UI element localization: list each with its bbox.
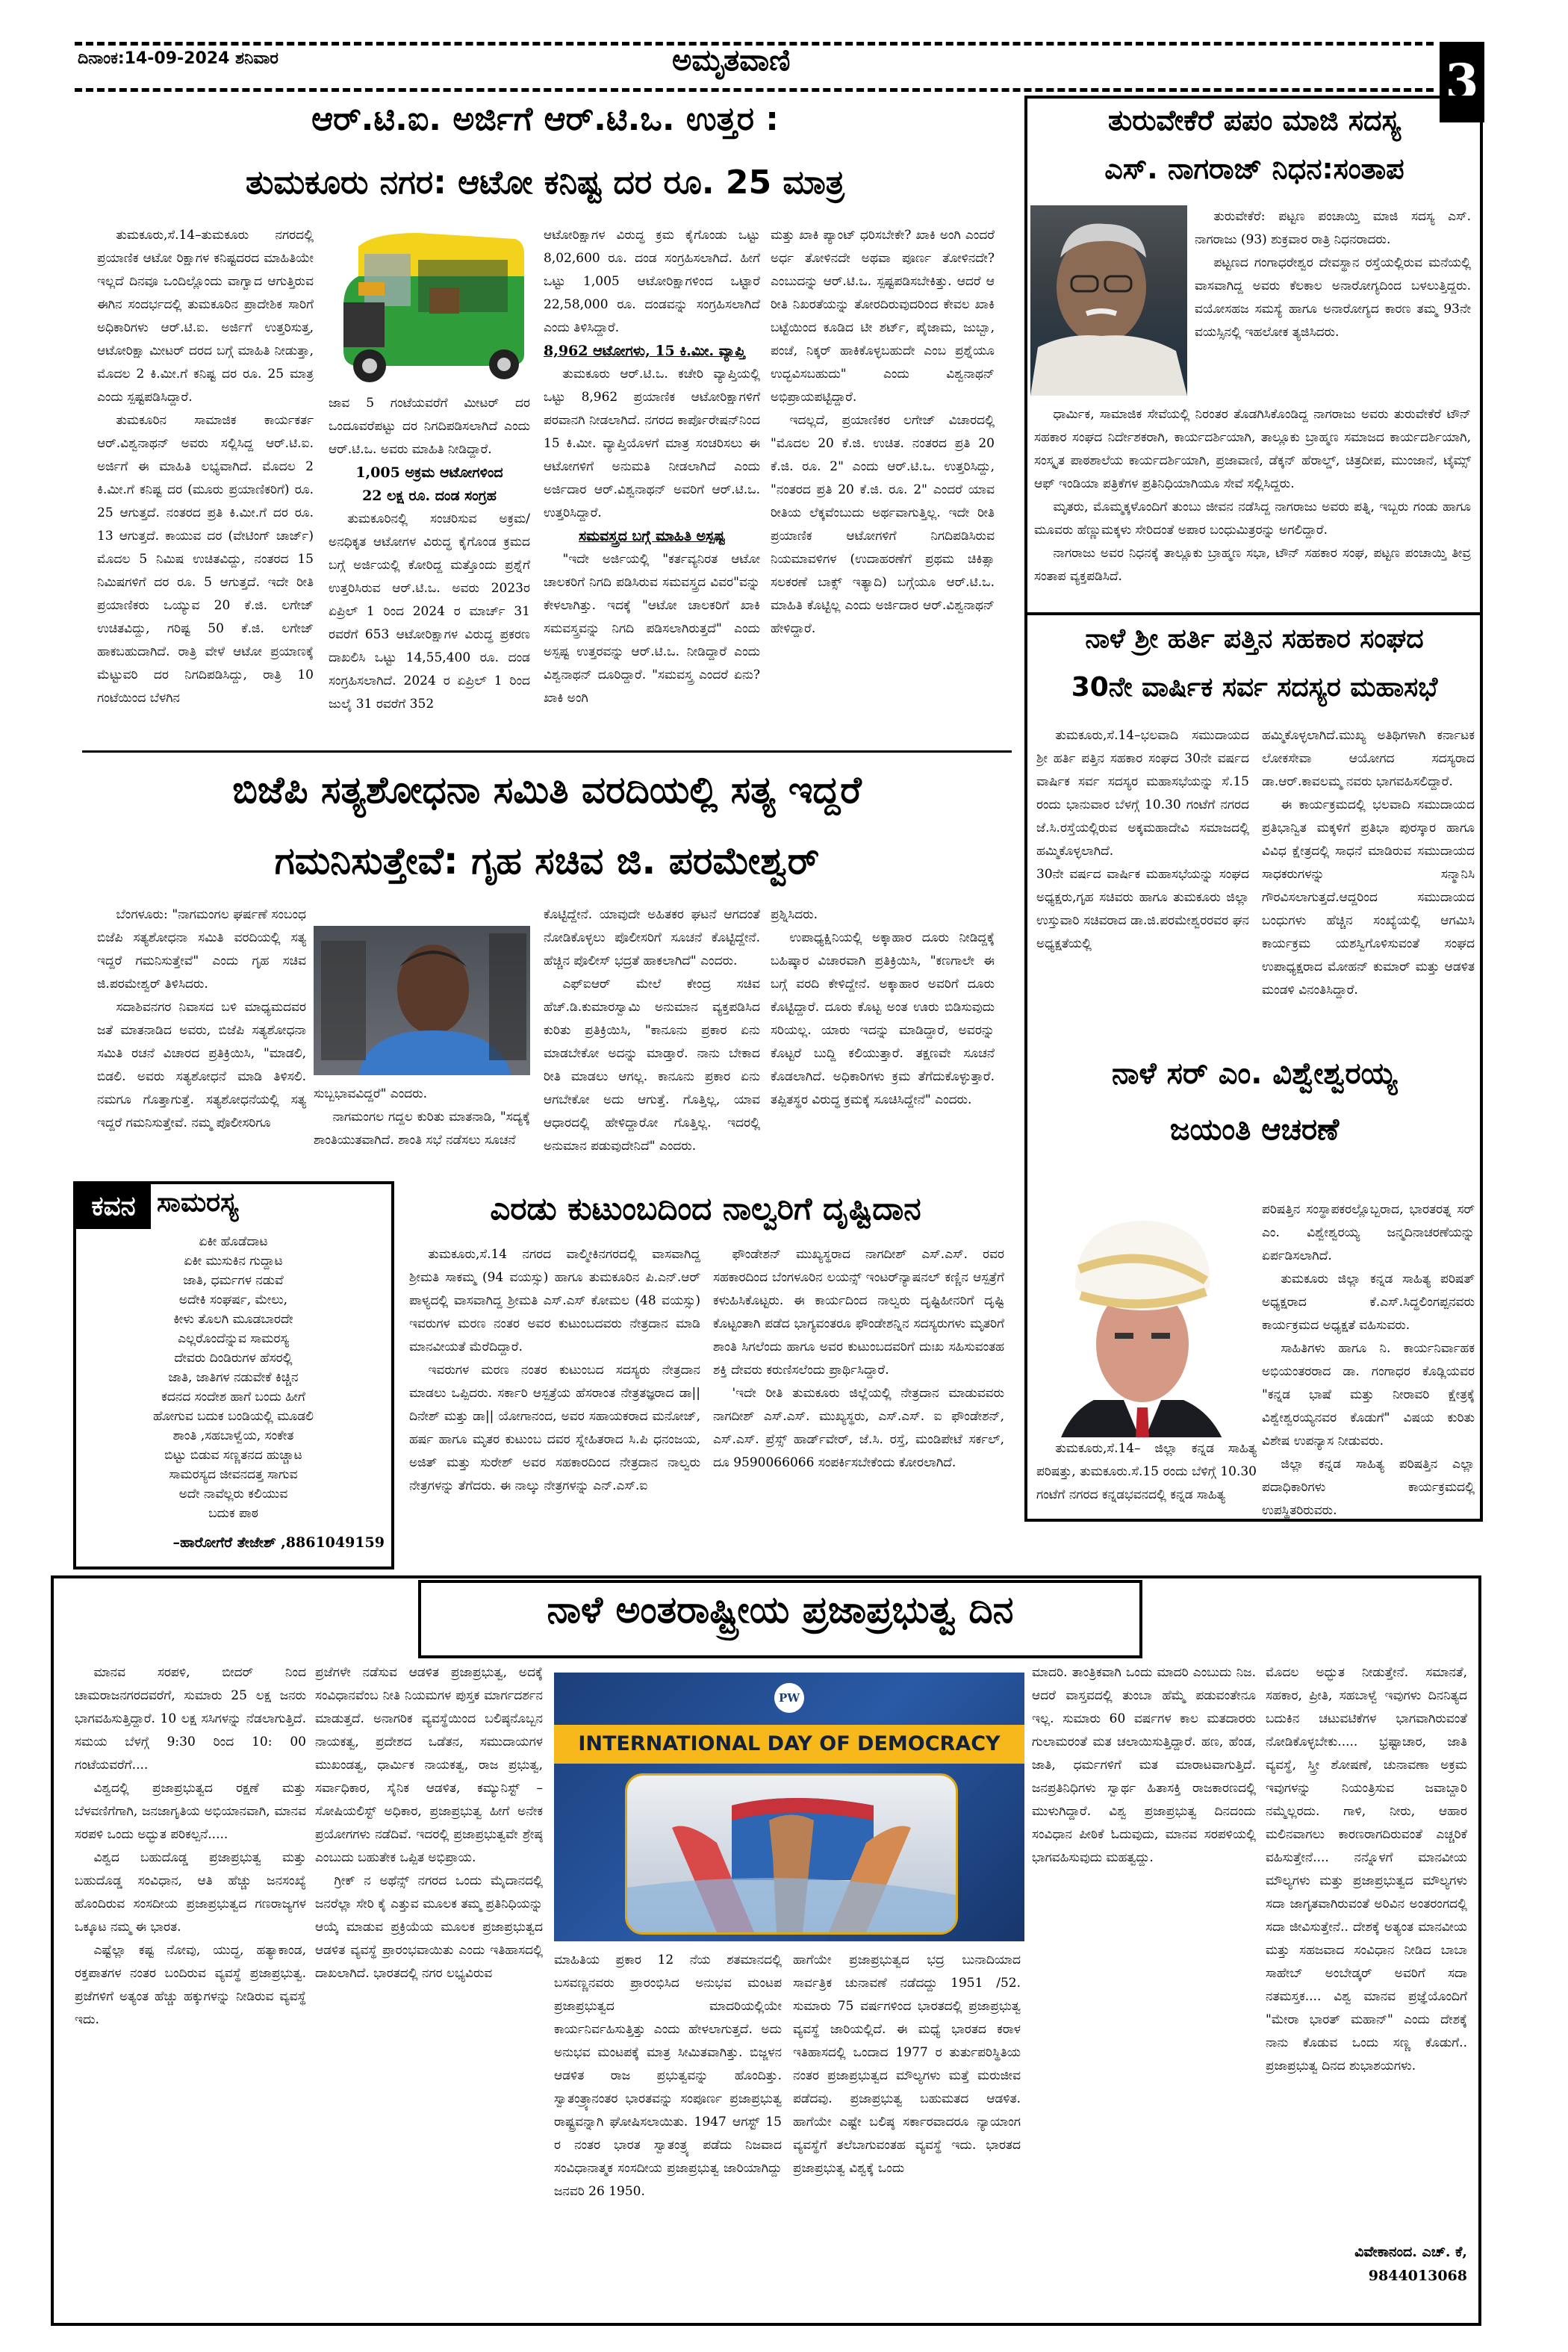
democracy-column-5: [1032, 1661, 1256, 2318]
obituary-text-col-2: [1034, 403, 1471, 609]
rti-subhead-3: ಸಮವಸ್ತ್ರದ ಬಗ್ಗೆ ಮಾಹಿತಿ ಅಸ್ಪಷ್ಟ: [579, 528, 725, 544]
bjp-column-1: [97, 903, 306, 1180]
cooperative-col1-para-2: 30ನೇ ವರ್ಷದ ವಾರ್ಷಿಕ ಮಹಾಸಭೆಯನ್ನು ಸಂಘದ ಅಧ್ಯಕ್ಷರು,ಗೃಹ ಸಚಿವರು ಹಾಗೂ ತುಮಕೂರು ಜಿಲ್ಲಾ ಉಸ್ತುವಾರಿ ಸಚಿವರಾದ ಡಾ.ಜಿ.ಪರಮೇಶ್ವರರವರ ಘನ ಅಧ್ಯಕ್ಷತೆಯಲ್ಲಿ: [1036, 867, 1249, 951]
cooperative-col2-para-2: ಈ ಕಾರ್ಯಕ್ರಮದಲ್ಲಿ ಭಲವಾದಿ ಸಮುದಾಯದ ಪ್ರತಿಭಾನ್ವಿತ ಮಕ್ಕಳಿಗೆ ಪ್ರತಿಭಾ ಪುರಸ್ಕಾರ ಹಾಗೂ ವಿವಿಧ ಕ್ಷೇತ್ರದಲ್ಲಿ ಸಾಧನೆ ಮಾಡಿರುವ ಸಮುದಾಯದ ಸಾಧಕರುಗಳನ್ನು ಸನ್ಮಾನಿಸಿ ಗೌರವಿಸಲಾಗುತ್ತದೆ.ಆದ್ದರಿಂದ ಸಮುದಾಯದ ಬಂಧುಗಳು ಹೆಚ್ಚಿನ ಸಂಖ್ಯೆಯಲ್ಲಿ ಆಗಮಿಸಿ ಕಾರ್ಯಕ್ರಮ ಯಶಸ್ವಿಗೊಳಿಸುವಂತೆ ಸಂಘದ ಉಪಾಧ್ಯಕ್ಷರಾದ ಮೋಹನ್ ಕುಮಾರ್ ಮತ್ತು ಆಡಳಿತ ಮಂಡಳಿ ವಿನಂತಿಸಿದ್ದಾರೆ.: [1262, 797, 1475, 998]
democracy-byline: [1266, 2240, 1467, 2288]
democracy-col1-para-2: ವಿಶ್ವದಲ್ಲಿ ಪ್ರಜಾಪ್ರಭುತ್ವದ ರಕ್ಷಣೆ ಮತ್ತು ಬೆಳವಣಿಗೆಗಾಗಿ, ಜನಜಾಗೃತಿಯ ಅಭಿಯಾನವಾಗಿ, ಮಾನವ ಸರಪಳಿ ಒಂದು ಅದ್ಭುತ ಪರಿಕಲ್ಪನೆ.....: [75, 1781, 306, 1842]
rti-column-3: [544, 224, 760, 717]
bjp-col1-para-2: ಸದಾಶಿವನಗರ ನಿವಾಸದ ಬಳಿ ಮಾಧ್ಯಮದವರ ಜತೆ ಮಾತನಾಡಿದ ಅವರು, ಬಿಜೆಪಿ ಸತ್ಯಶೋಧನಾ ಸಮಿತಿ ರಚನೆ ವಿಚಾರದ ಪ್ರತಿಕ್ರಿಯಿಸಿ, "ಮಾಡಲಿ, ಬಿಡಲಿ. ಅವರು ಸತ್ಯಶೋಧನೆ ಮಾಡಿ ತಿಳಿಸಲಿ. ನಮಗೂ ಗೊತ್ತಾಗುತ್ತೆ. ಸತ್ಯಶೋಧನೆಯಲ್ಲಿ ಸತ್ಯ ಇದ್ದರೆ ಗಮನಿಸುತ್ತೇವೆ. ನಮ್ಮ ಪೊಲೀಸರಿಗೂ: [97, 1000, 306, 1130]
obituary-para-2: ಪಟ್ಟಣದ ಗಂಗಾಧರೇಶ್ವರ ದೇವಸ್ಥಾನ ರಸ್ತೆಯಲ್ಲಿರುವ ಮನೆಯಲ್ಲಿ ವಾಸವಾಗಿದ್ದ ಅವರು ಕೆಲಕಾಲ ಅನಾರೋಗ್ಯದಿಂದ ಬಳಲುತ್ತಿದ್ದರು. ವಯೋಸಹಜ ಸಮಸ್ಯೆ ಹಾಗೂ ಅನಾರೋಗ್ಯದ ಕಾರಣ ತಮ್ಮ 93ನೇ ವಯಸ್ಸಿನಲ್ಲಿ ಇಹಲೋಕ ತ್ಯಜಿಸಿದರು.: [1195, 255, 1471, 340]
hands-illustration: [625, 1773, 958, 1935]
eye-donation-para-4: 'ಇದೇ ರೀತಿ ತುಮಕೂರು ಜಿಲ್ಲೆಯಲ್ಲಿ ನೇತ್ರದಾನ ಮಾಡುವವರು ನಾಗದೀಶ್ ಎಸ್.ಎಸ್. ಮುಖ್ಯಸ್ಥರು, ಎಸ್.ಎಸ್. ಐ ಫೌಂಡೇಶನ್, ಎಸ್.ಎಸ್. ಪ್ರೆಸ್ಸ್ ಹಾರ್ಡ್‌ವೇರ್, ಜೆ.ಸಿ. ರಸ್ತೆ, ಮಂಡಿಪೇಟೆ ಸರ್ಕಲ್, ದೂ 9590066066 ಸಂಪರ್ಕಿಸಬೇಕೆಂದು ಕೋರಲಾಗಿದೆ.: [713, 1386, 1004, 1470]
democracy-col5-para-1: ಮಾದರಿ. ತಾಂತ್ರಿಕವಾಗಿ ಒಂದು ಮಾದರಿ ಎಂಬುದು ನಿಜ. ಆದರೆ ವಾಸ್ತವದಲ್ಲಿ ತುಂಬಾ ಹೆಮ್ಮೆ ಪಡುವಂತೇನೂ ಇಲ್ಲ. ಸುಮಾರು 60 ವರ್ಷಗಳ ಕಾಲ ಮತದಾರರು ಗುಲಾಮರಂತೆ ಮತ ಚಲಾಯಿಸುತ್ತಿದ್ದಾರೆ. ಹಣ, ಹೆಂಡ, ಜಾತಿ, ಧರ್ಮಗಳಿಗೆ ಮತ ಮಾರಾಟವಾಗುತ್ತಿದೆ. ಜನಪ್ರತಿನಿಧಿಗಳು ಸ್ವಾರ್ಥ ಹಿತಾಸಕ್ತಿ ರಾಜಕಾರಣದಲ್ಲಿ ಮುಳುಗಿದ್ದಾರೆ. ವಿಶ್ವ ಪ್ರಜಾಪ್ರಭುತ್ವ ದಿನದಂದು ಸಂವಿಧಾನ ಪೀಠಿಕೆ ಓದುವುದು, ಮಾನವ ಸರಪಳಿಯಲ್ಲಿ ಭಾಗವಹಿಸುವುದು ಮಹತ್ವದ್ದು.: [1032, 1665, 1256, 1865]
democracy-col1-para-3: ವಿಶ್ವದ ಬಹುದೊಡ್ಡ ಪ್ರಜಾಪ್ರಭುತ್ವ ಮತ್ತು ಬಹುದೊಡ್ಡ ಸಂವಿಧಾನ, ಆತಿ ಹೆಚ್ಚು ಜನಸಂಖ್ಯೆ ಹೊಂದಿರುವ ಸಂಸದೀಯ ಪ್ರಜಾಪ್ರಭುತ್ವದ ಗಣರಾಜ್ಯಗಳ ಒಕ್ಕೂಟ ನಮ್ಮ ಈ ಭಾರತ.: [75, 1850, 306, 1935]
democracy-col4-para-1: ಹಾಗೆಯೇ ಪ್ರಜಾಪ್ರಭುತ್ವದ ಭದ್ರ ಬುನಾದಿಯಾದ ಸಾರ್ವತ್ರಿಕ ಚುನಾವಣೆ ನಡೆದದ್ದು 1951 /52. ಸುಮಾರು 75 ವರ್ಷಗಳಿಂದ ಭಾರತದಲ್ಲಿ ಪ್ರಜಾಪ್ರಭುತ್ವ ವ್ಯವಸ್ಥೆ ಜಾರಿಯಲ್ಲಿದೆ. ಈ ಮಧ್ಯೆ ಭಾರತದ ಕರಾಳ ಇತಿಹಾಸದಲ್ಲಿ ಒಂದಾದ 1977 ರ ತುರ್ತುಪರಿಸ್ಥಿತಿಯ ನಂತರ ಪ್ರಜಾಪ್ರಭುತ್ವದ ಮೌಲ್ಯಗಳು ಮತ್ತೆ ಮರುಜೀವ ಪಡೆದವು. ಪ್ರಜಾಪ್ರಭುತ್ವ ಬಹುಮತದ ಆಡಳಿತ. ಹಾಗೆಯೇ ಎಷ್ಟೇ ಬಲಿಷ್ಠ ಸರ್ಕಾರವಾದರೂ ನ್ಯಾಯಾಂಗ ವ್ಯವಸ್ಥೆಗೆ ತಲೆಬಾಗುವಂತಹ ವ್ಯವಸ್ಥೆ ಇದು. ಭಾರತದ ಪ್ರಜಾಪ್ರಭುತ್ವ ವಿಶ್ವಕ್ಕೆ ಒಂದು: [793, 1953, 1021, 2176]
visvesvaraya-column-2: [1262, 1198, 1475, 1519]
masthead-paper-name: ಅಮೃತವಾಣಿ: [672, 43, 791, 78]
democracy-column-4: [793, 1949, 1021, 2318]
poem-line: ಏಕೀ ಹೊಡೆದಾಟ: [199, 1234, 268, 1249]
visvesvaraya-para-3: ತುಮಕೂರು ಜಿಲ್ಲಾ ಕನ್ನಡ ಸಾಹಿತ್ಯ ಪರಿಷತ್ ಅಧ್ಯಕ್ಷರಾದ ಕೆ.ಎಸ್.ಸಿದ್ಧಲಿಂಗಪ್ಪನವರು ಕಾರ್ಯಕ್ರಮದ ಅಧ್ಯಕ್ಷತೆ ವಹಿಸುವರು.: [1262, 1272, 1475, 1333]
bjp-col2-para-2: ನಾಗಮಂಗಲ ಗದ್ದಲ ಕುರಿತು ಮಾತನಾಡಿ, "ಸದ್ಯಕ್ಕೆ ಶಾಂತಿಯುತವಾಗಿದೆ. ಶಾಂತಿ ಸಭೆ ನಡೆಸಲು ಸೂಚನೆ: [314, 1110, 530, 1148]
eye-donation-para-2: ಇವರುಗಳ ಮರಣ ನಂತರ ಕುಟುಂಬದ ಸದಸ್ಯರು ನೇತ್ರದಾನ ಮಾಡಲು ಒಪ್ಪಿದರು. ಸರ್ಕಾರಿ ಆಸ್ಪತ್ರೆಯ ಹೆಸರಾಂತ ನೇತ್ರತಜ್ಞರಾದ ಡಾ|| ದಿನೇಶ್ ಮತ್ತು ಡಾ|| ಯೋಗಾನಂದ, ಅವರ ಸಹಾಯಕರಾದ ಮನೋಜ್, ಹರ್ಷ ಹಾಗೂ ಮೃತರ ಕುಟುಂಬ ದವರ ಸ್ನೇಹಿತರಾದ ಸಿ.ಪಿ ಧನಂಜಯ, ಅಜಿತ್ ಮತ್ತು ಸುರೇಶ್ ಅವರ ಸಹಕಾರದಿಂದ ನೇತ್ರದಾನ ನಾಲ್ವರು ನೇತ್ರಗಳನ್ನು ತೆಗೆದರು. ಈ ನಾಲ್ಕು ನೇತ್ರಗಳನ್ನು ಎನ್.ಎಸ್.ಐ: [409, 1363, 700, 1493]
rti-headline-1: ಆರ್.ಟಿ.ಐ. ಅರ್ಜಿಗೆ ಆರ್.ಟಿ.ಒ. ಉತ್ತರ :: [311, 100, 779, 138]
democracy-col6-para-1: ಮೊದಲ ಅದ್ಭುತ ನೀಡುತ್ತೇನೆ. ಸಮಾನತೆ, ಸಹಕಾರ, ಪ್ರೀತಿ, ಸಹಬಾಳ್ವೆ ಇವುಗಳು ದಿನನಿತ್ಯದ ಬದುಕಿನ ಚಟುವಟಿಕೆಗಳ ಭಾಗವಾಗಿರುವಂತೆ ನೋಡಿಕೊಳ್ಳಬೇಕು..... ಭ್ರಷ್ಟಾಚಾರ, ಜಾತಿ ವ್ಯವಸ್ಥೆ, ಸ್ತ್ರೀ ಶೋಷಣೆ, ಚುನಾವಣಾ ಅಕ್ರಮ ಇವುಗಳನ್ನು ನಿಯಂತ್ರಿಸುವ ಜವಾಬ್ದಾರಿ ನಮ್ಮೆಲ್ಲರದು. ಗಾಳಿ, ನೀರು, ಆಹಾರ ಮಲಿನವಾಗಲು ಕಾರಣರಾಗದಿರುವಂತೆ ಎಚ್ಚರಿಕೆ ವಹಿಸುತ್ತೇನೆ.... ನನ್ನೊಳಗೆ ಮಾನವೀಯ ಮೌಲ್ಯಗಳು ಮತ್ತು ಪ್ರಜಾಪ್ರಭುತ್ವದ ಮೌಲ್ಯಗಳು ಸದಾ ಜಾಗೃತವಾಗಿರುವಂತೆ ಅರಿವಿನ ಅಂತರಂಗದಲ್ಲಿ ಸದಾ ಜೀವಿಸುತ್ತೇನೆ.. ದೇಶಕ್ಕೆ ಅತ್ಯಂತ ಮಾನವೀಯ ಮತ್ತು ಸಹಜವಾದ ಸಂವಿಧಾನ ನೀಡಿದ ಬಾಬಾ ಸಾಹೇಬ್ ಅಂಬೇಡ್ಕರ್ ಅವರಿಗೆ ಸದಾ ನತಮಸ್ತಕ.... ವಿಶ್ವ ಮಾನವ ಪ್ರಜ್ಞೆಯೊಂದಿಗೆ "ಮೇರಾ ಭಾರತ್ ಮಹಾನ್" ಎಂದು ದೇಶಕ್ಕೆ ನಾನು ಕೊಡುವ ಒಂದು ಸಣ್ಣ ಕೊಡುಗೆ.. ಪ್ರಜಾಪ್ರಭುತ್ವ ದಿನದ ಶುಭಾಶಯಗಳು.: [1266, 1665, 1467, 2073]
poem-line: ಶಾಂತಿ ,ಸಹಬಾಳ್ವೆಯ, ಸಂಕೇತ: [172, 1428, 294, 1443]
democracy-day-banner: [554, 1673, 1024, 1941]
rti-col2-para-2: ತುಮಕೂರಿನಲ್ಲಿ ಸಂಚರಿಸುವ ಅಕ್ರಮ/ಅನಧಿಕೃತ ಆಟೋಗಳ ವಿರುದ್ಧ ಕೈಗೊಂಡ ಕ್ರಮದ ಬಗ್ಗೆ ಅರ್ಜಿಯಲ್ಲಿ ಕೋರಿದ್ದ ಮತ್ತೊಂದು ಪ್ರಶ್ನೆಗೆ ಉತ್ತರಿಸಿರುವ ಆರ್.ಟಿ.ಒ. ಅವರು 2023ರ ಏಪ್ರಿಲ್ 1 ರಿಂದ 2024 ರ ಮಾರ್ಚ್ 31 ರವರೆಗೆ 653 ಆಟೋರಿಕ್ಷಾಗಳ ವಿರುದ್ಧ ಪ್ರಕರಣ ದಾಖಲಿಸಿ ಒಟ್ಟು 14,55,400 ರೂ. ದಂಡ ಸಂಗ್ರಹಿಸಲಾಗಿದೆ. 2024 ರ ಏಪ್ರಿಲ್ 1 ರಿಂದ ಜುಲೈ 31 ರವರೆಗೆ 352: [329, 511, 530, 712]
bjp-col2-para-1: ಸುಬ್ಬಭಾವವಿದ್ದರೆ" ಎಂದರು.: [314, 1086, 428, 1101]
rti-col4-para-2: ಇದಲ್ಲದೆ, ಪ್ರಯಾಣಿಕರ ಲಗೇಜ್ ವಿಚಾರದಲ್ಲಿ "ಮೊದಲ 20 ಕೆ.ಜಿ. ಉಚಿತ. ನಂತರದ ಪ್ರತಿ 20 ಕೆ.ಜಿ. ರೂ. 2" ಎಂದು ಆರ್.ಟಿ.ಒ. ಉತ್ತರಿಸಿದ್ದು, "ನಂತರದ ಪ್ರತಿ 20 ಕೆ.ಜಿ. ರೂ. 2" ಎಂದರೆ ಯಾವ ರೀತಿಯ ಲೆಕ್ಕವೆಂಬುದು ಅರ್ಥವಾಗುತ್ತಿಲ್ಲ. ಇದೇ ರೀತಿ ಪ್ರಯಾಣಿಕ ಆಟೋಗಳಿಗೆ ನಿಗದಿಪಡಿಸಿರುವ ನಿಯಮಾವಳಿಗಳ (ಉದಾಹರಣೆಗೆ ಪ್ರಥಮ ಚಿಕಿತ್ಸಾ ಸಲಕರಣೆ ಬಾಕ್ಸ್ ಇತ್ಯಾದಿ) ಬಗ್ಗೆಯೂ ಆರ್.ಟಿ.ಒ. ಮಾಹಿತಿ ಕೊಟ್ಟಿಲ್ಲ ಎಂದು ಅರ್ಜಿದಾರ ಆರ್.ವಿಶ್ವನಾಥನ್ ಹೇಳಿದ್ದಾರೆ.: [771, 413, 995, 636]
rti-col3-para-1: ಆಟೋರಿಕ್ಷಾಗಳ ವಿರುದ್ಧ ಕ್ರಮ ಕೈಗೊಂಡು ಒಟ್ಟು 8,02,600 ರೂ. ದಂಡ ಸಂಗ್ರಹಿಸಲಾಗಿದೆ. ಹೀಗೆ ಒಟ್ಟು 1,005 ಆಟೋರಿಕ್ಷಾಗಳಿಂದ ಒಟ್ಟಾರೆ 22,58,000 ರೂ. ದಂಡವನ್ನು ಸಂಗ್ರಹಿಸಲಾಗಿದೆ ಎಂದು ತಿಳಿಸಿದ್ದಾರೆ.: [544, 228, 760, 335]
parameshwar-photo: [314, 926, 530, 1075]
obituary-para-4: ಮೃತರು, ಮೊಮ್ಮಕ್ಕಳೊಂದಿಗೆ ತುಂಬು ಜೀವನ ನಡೆಸಿದ್ದ ನಾಗರಾಜು ಅವರು ಪತ್ನಿ, ಇಬ್ಬರು ಗಂಡು ಹಾಗೂ ಮೂವರು ಹೆಣ್ಣುಮಕ್ಕಳು ಸೇರಿದಂತೆ ಅಪಾರ ಬಂಧುಮಿತ್ರರನ್ನು ಅಗಲಿದ್ದಾರೆ.: [1034, 500, 1471, 538]
rti-subhead-1b: 22 ಲಕ್ಷ ರೂ. ದಂಡ ಸಂಗ್ರಹ: [362, 488, 497, 504]
poem-line: ಅದೇ ನಾವೆಲ್ಲರು ಕಲಿಯುವ: [178, 1487, 288, 1502]
rti-col2-para-1: ಜಾವ 5 ಗಂಟೆಯವರೆಗೆ ಮೀಟರ್ ದರ ಒಂದೂವರೆಪಟ್ಟು ದರ ನಿಗದಿಪಡಿಸಲಾಗಿದೆ ಎಂದು ಆರ್.ಟಿ.ಒ. ಅವರು ಮಾಹಿತಿ ನೀಡಿದ್ದಾರೆ.: [329, 396, 530, 457]
eye-donation-headline: ಎರಡು ಕುಟುಂಬದಿಂದ ನಾಲ್ವರಿಗೆ ದೃಷ್ಟಿದಾನ: [490, 1190, 921, 1227]
poem-line: ಕದನದ ಸಂದೇಶ ಹಾಗೆ ಬಂದು ಹೀಗೆ: [161, 1390, 305, 1404]
cooperative-col1-para-1: ತುಮಕೂರು,ಸೆ.14–ಭಲವಾದಿ ಸಮುದಾಯದ ಶ್ರೀ ಹರ್ತಿ ಪತ್ತಿನ ಸಹಕಾರ ಸಂಘದ 30ನೇ ವರ್ಷದ ವಾರ್ಷಿಕ ಸರ್ವ ಸದಸ್ಯರ ಮಹಾಸಭೆಯನ್ನು ಸೆ.15 ರಂದು ಭಾನುವಾರ ಬೆಳಗ್ಗೆ 10.30 ಗಂಟೆಗೆ ನಗರದ ಜೆ.ಸಿ.ರಸ್ತೆಯಲ್ಲಿರುವ ಅಕ್ಕಮಹಾದೇವಿ ಸಮಾಜದಲ್ಲಿ ಹಮ್ಮಿಕೊಳ್ಳಲಾಗಿದೆ.: [1036, 728, 1249, 859]
bjp-col3-para-2: ಎಫ್‌ಐಆರ್ ಮೇಲೆ ಕೇಂದ್ರ ಸಚಿವ ಹೆಚ್.ಡಿ.ಕುಮಾರಸ್ವಾಮಿ ಅನುಮಾನ ವ್ಯಕ್ತಪಡಿಸಿದ ಕುರಿತು ಪ್ರತಿಕ್ರಿಯಿಸಿ, "ಕಾನೂನು ಪ್ರಕಾರ ಏನು ಮಾಡಬೇಕೋ ಅದನ್ನು ಮಾಡ್ತಾರೆ. ನಾನು ಬೇಕಾದ ರೀತಿ ಮಾಡಲು ಆಗಲ್ಲ. ಕಾನೂನು ಪ್ರಕಾರ ಏನು ಆಗಬೇಕೋ ಅದು ಆಗುತ್ತೆ. ಗೊತ್ತಿಲ್ಲ, ಯಾವ ಆಧಾರದಲ್ಲಿ ಹೇಳಿದ್ದಾರೋ ಗೊತ್ತಿಲ್ಲ. ಇದರಲ್ಲಿ ಅನುಮಾನ ಪಡುವುದೇನಿದೆ" ಎಂದರು.: [544, 977, 760, 1154]
democracy-column-2: [315, 1661, 543, 2318]
auto-rickshaw-photo: [329, 224, 530, 385]
poem-author: –ಹಾರೋಗೆರೆ ತೇಜೇಶ್ ,8861049159: [172, 1534, 385, 1551]
cooperative-column-1: [1036, 724, 1249, 1023]
democracy-headline: ನಾಳೆ ಅಂತರಾಷ್ಟ್ರೀಯ ಪ್ರಜಾಪ್ರಭುತ್ವ ದಿನ: [547, 1588, 1014, 1631]
poem-line: ಅದೇಕಿ ಸಂಘರ್ಷ, ಮೇಲು,: [178, 1292, 288, 1307]
obituary-headline-1: ತುರುವೇಕೆರೆ ಪಪಂ ಮಾಜಿ ಸದಸ್ಯ: [1108, 104, 1401, 137]
bjp-column-4: [771, 903, 995, 1180]
banner-title: INTERNATIONAL DAY OF DEMOCRACY: [554, 1725, 1024, 1764]
democracy-column-6: [1266, 1661, 1467, 2236]
obituary-headline-2: ಎಸ್. ನಾಗರಾಜ್ ನಿಧನ:ಸಂತಾಪ: [1104, 152, 1404, 185]
democracy-phone: 9844013068: [1368, 2268, 1467, 2284]
democracy-col2-para-2: ಗ್ರೀಕ್ ನ ಅಥೆನ್ಸ್ ನಗರದ ಒಂದು ಮೈದಾನದಲ್ಲಿ ಜನರೆಲ್ಲಾ ಸೇರಿ ಕೈ ಎತ್ತುವ ಮೂಲಕ ತಮ್ಮ ಪ್ರತಿನಿಧಿಯನ್ನು ಆಯ್ಕೆ ಮಾಡುವ ಪ್ರಕ್ರಿಯೆಯ ಮೂಲಕ ಪ್ರಜಾಪ್ರಭುತ್ವದ ಆಡಳಿತ ವ್ಯವಸ್ಥೆ ಪ್ರಾರಂಭವಾಯಿತು ಎಂದು ಇತಿಹಾಸದಲ್ಲಿ ದಾಖಲಾಗಿದೆ. ಭಾರತದಲ್ಲಿ ನಗರ ಲಭ್ಯವಿರುವ: [315, 1873, 543, 1981]
rti-col3-para-2: ತುಮಕೂರು ಆರ್.ಟಿ.ಒ. ಕಚೇರಿ ವ್ಯಾಪ್ತಿಯಲ್ಲಿ ಒಟ್ಟು 8,962 ಪ್ರಯಾಣಿಕ ಆಟೋರಿಕ್ಷಾಗಳಿಗೆ ಪರವಾನಗಿ ನೀಡಲಾಗಿದೆ. ನಗರದ ಕಾರ್ಪೊರೇಷನ್‌ನಿಂದ 15 ಕಿ.ಮೀ. ವ್ಯಾಪ್ತಿಯೊಳಗೆ ಮಾತ್ರ ಸಂಚರಿಸಲು ಈ ಆಟೋಗಳಿಗೆ ಅನುಮತಿ ನೀಡಲಾಗಿದೆ ಎಂದು ಅರ್ಜಿದಾರ ಆರ್.ವಿಶ್ವನಾಥನ್ ಅವರಿಗೆ ಆರ್.ಟಿ.ಒ. ಉತ್ತರಿಸಿದ್ದಾರೆ.: [544, 367, 760, 520]
rti-subhead-1a: 1,005 ಅಕ್ರಮ ಆಟೋಗಳಿಂದ: [355, 464, 503, 481]
bjp-col4-para-1: ಪ್ರಶ್ನಿಸಿದರು.: [771, 907, 818, 922]
eye-donation-column-2: [713, 1243, 1004, 1549]
rti-col1-para-1: ತುಮಕೂರು,ಸೆ.14–ತುಮಕೂರು ನಗರದಲ್ಲಿ ಪ್ರಯಾಣಿಕ ಆಟೋ ರಿಕ್ಷಾಗಳ ಕನಿಷ್ಟದರದ ಮಾಹಿತಿಯೇ ಇಲ್ಲದೆ ದಿನವೂ ಒಂದಿಲ್ಲೊಂದು ವಾಗ್ವಾದ ಆಗುತ್ತಿರುವ ಈಗಿನ ಸಂದರ್ಭದಲ್ಲಿ ತುಮಕೂರಿನ ಪ್ರಾದೇಶಿಕ ಸಾರಿಗೆ ಅಧಿಕಾರಿಗಳು ಆರ್.ಟಿ.ಐ. ಅರ್ಜಿಗೆ ಉತ್ತರಿಸುತ್ತ, ಆಟೋರಿಕ್ಷಾ ಮೀಟರ್ ದರದ ಬಗ್ಗೆ ಮಾಹಿತಿ ನೀಡುತ್ತಾ, ಮೊದಲ 2 ಕಿ.ಮೀ.ಗೆ ಕನಿಷ್ಟ ದರ ರೂ. 25 ಮಾತ್ರ ಎಂದು ಸ್ಪಷ್ಟಪಡಿಸಿದ್ದಾರೆ.: [97, 228, 314, 405]
eye-donation-para-1: ತುಮಕೂರು,ಸೆ.14 ನಗರದ ವಾಲ್ಮೀಕಿನಗರದಲ್ಲಿ ವಾಸವಾಗಿದ್ದ ಶ್ರೀಮತಿ ಸಾಕಮ್ಮ (94 ವಯಸ್ಸು) ಹಾಗೂ ತುಮಕೂರಿನ ಪಿ.ಎನ್.ಆರ್ ಪಾಳ್ಯದಲ್ಲಿ ವಾಸವಾಗಿದ್ದ ಶ್ರೀಮತಿ ಎಸ್.ಎಸ್ ಕೋಮಲ (48 ವಯಸ್ಸು) ಇವರುಗಳ ಮರಣ ನಂತರ ಅವರ ಕುಟುಂಬದವರು ನೇತ್ರದಾನ ಮಾಡಿ ಮಾನವೀಯತೆ ಮೆರೆದಿದ್ದಾರೆ.: [409, 1247, 700, 1354]
page-number: 3: [1440, 42, 1484, 122]
poem-line: ಏಕೀ ಮುಸುಕಿನ ಗುದ್ದಾಟ: [184, 1254, 283, 1269]
bjp-top-rule: [82, 750, 1012, 753]
democracy-column-1: [75, 1661, 306, 2318]
obituary-para-1: ತುರುವೇಕೆರೆ: ಪಟ್ಟಣ ಪಂಚಾಯ್ತಿ ಮಾಜಿ ಸದಸ್ಯ ಎಸ್. ನಾಗರಾಜು (93) ಶುಕ್ರವಾರ ರಾತ್ರಿ ನಿಧನರಾದರು.: [1195, 209, 1471, 247]
rti-col4-para-1: ಮತ್ತು ಖಾಕಿ ಪ್ಯಾಂಟ್ ಧರಿಸಬೇಕೇ? ಖಾಕಿ ಅಂಗಿ ಎಂದರೆ ಅರ್ಧ ತೋಳಿನದೇ ಅಥವಾ ಪೂರ್ಣ ತೋಳಿನದೇ? ಎಂಬುದನ್ನು ಆರ್.ಟಿ.ಒ. ಸ್ಪಷ್ಟಪಡಿಸಬೇಕಿತ್ತು. ಆದರೆ ಆ ರೀತಿ ನಿಖರತೆಯನ್ನು ತೋರದಿರುವುದರಿಂದ ಕೇವಲ ಖಾಕಿ ಬಟ್ಟೆಯಿಂದ ಕೂಡಿದ ಟೀ ಶರ್ಟ್, ಪೈಜಾಮ, ಜುಬ್ಬಾ, ಪಂಚೆ, ನಿಕ್ಕರ್ ಹಾಕಿಕೊಳ್ಳಬಹುದೇ ಎಂಬ ಪ್ರಶ್ನೆಯೂ ಉದ್ಭವಿಸಬಹುದು" ಎಂದು ವಿಶ್ವನಾಥನ್ ಅಭಿಪ್ರಾಯಪಟ್ಟಿದ್ದಾರೆ.: [771, 228, 995, 405]
obituary-text-col-1: [1195, 205, 1471, 399]
bjp-headline-2: ಗಮನಿಸುತ್ತೇವೆ: ಗೃಹ ಸಚಿವ ಜಿ. ಪರಮೇಶ್ವರ್: [274, 839, 820, 883]
visvesvaraya-para-5: ಜಿಲ್ಲಾ ಕನ್ನಡ ಸಾಹಿತ್ಯ ಪರಿಷತ್ತಿನ ಎಲ್ಲಾ ಪದಾಧಿಕಾರಿಗಳು ಕಾರ್ಯಕ್ರಮದಲ್ಲಿ ಉಪಸ್ಥಿತರಿರುವರು.: [1262, 1457, 1475, 1518]
bjp-col4-para-2: ಉಪಾಧ್ಯಕ್ಷಿನಿಯಲ್ಲಿ ಅಕ್ಕಾಹಾರ ದೂರು ನೀಡಿದ್ದಕ್ಕೆ ಬಹಿಷ್ಕಾರ ವಿಚಾರವಾಗಿ ಪ್ರತಿಕ್ರಿಯಿಸಿ, "ಕಣಗಾಲೇ ಈ ಬಗ್ಗೆ ವರದಿ ಕೇಳಿದ್ದೇನೆ. ಅಕ್ಕಾಹಾರ ಅವರಿಗೆ ದೂರು ಕೊಟ್ಟಿದ್ದಾರೆ. ದೂರು ಕೊಟ್ಟ ಅಂತ ಊರು ಬಿಡಿಸುವುದು ಸರಿಯಲ್ಲ. ಯಾರು ಇದನ್ನು ಮಾಡಿದ್ದಾರೆ, ಅವರನ್ನು ಕೊಟ್ಟರೆ ಬುದ್ದಿ ಕಲಿಯುತ್ತಾರೆ. ತಕ್ಷಣವೇ ಸೂಚನೆ ಕೊಡಲಾಗಿದೆ. ಅಧಿಕಾರಿಗಳು ಕ್ರಮ ತೆಗೆದುಕೊಳ್ಳುತ್ತಾರೆ. ತಪ್ಪಿತಸ್ಥರ ವಿರುದ್ಧ ಕ್ರಮಕ್ಕೆ ಸೂಚಿಸಿದ್ದೇನೆ" ಎಂದರು.: [771, 930, 995, 1107]
obituary-divider: [1027, 612, 1480, 615]
pw-logo: PW: [774, 1683, 804, 1713]
visvesvaraya-headline-2: ಜಯಂತಿ ಆಚರಣೆ: [1169, 1113, 1340, 1147]
democracy-col1-para-1: ಮಾನವ ಸರಪಳಿ, ಬೀದರ್ ನಿಂದ ಚಾಮರಾಜನಗರದವರೆಗೆ, ಸುಮಾರು 25 ಲಕ್ಷ ಜನರು ಭಾಗವಹಿಸುತ್ತಿದ್ದಾರೆ. 10 ಲಕ್ಷ ಸಸಿಗಳನ್ನು ನೆಡಲಾಗುತ್ತಿದೆ. ಸಮಯ ಬೆಳಗ್ಗೆ 9:30 ರಿಂದ 10: 00 ಗಂಟೆಯವರೆಗೆ....: [75, 1665, 306, 1773]
poem-line: ಜಾತಿ, ಧರ್ಮಗಳ ನಡುವೆ: [183, 1273, 284, 1288]
democracy-column-3: [554, 1949, 782, 2318]
visvesvaraya-para-2: ಪರಿಷತ್ತಿನ ಸಂಸ್ಥಾಪಕರಲ್ಲೊಬ್ಬರಾದ, ಭಾರತರತ್ನ ಸರ್ ಎಂ. ವಿಶ್ವೇಶ್ವರಯ್ಯ ಜನ್ಮದಿನಾಚರಣೆಯನ್ನು ಏರ್ಪಡಿಸಲಾಗಿದೆ.: [1262, 1202, 1475, 1263]
rti-column-1: [97, 224, 314, 717]
poem-line: ಎಲ್ಲರೊಂದೆನ್ನುವ ಸಾಮರಸ್ಯ: [178, 1331, 289, 1346]
visvesvaraya-para-1: ತುಮಕೂರು,ಸೆ.14– ಜಿಲ್ಲಾ ಕನ್ನಡ ಸಾಹಿತ್ಯ ಪರಿಷತ್ತು, ತುಮಕೂರು.ಸೆ.15 ರಂದು ಬೆಳಿಗ್ಗೆ 10.30 ಗಂಟೆಗೆ ನಗರದ ಕನ್ನಡಭವನದಲ್ಲಿ ಕನ್ನಡ ಸಾಹಿತ್ಯ: [1036, 1441, 1257, 1502]
visvesvaraya-para-4: ಸಾಹಿತಿಗಳು ಹಾಗೂ ನಿ. ಕಾರ್ಯನಿರ್ವಾಹಕ ಅಭಿಯಂತರರಾದ ಡಾ. ಗಂಗಾಧರ ಕೊಡ್ಲಿಯವರ "ಕನ್ನಡ ಭಾಷೆ ಮತ್ತು ನೀರಾವರಿ ಕ್ಷೇತ್ರಕ್ಕೆ ವಿಶ್ವೇಶ್ವರಯ್ಯನವರ ಕೊಡುಗೆ" ವಿಷಯ ಕುರಿತು ವಿಶೇಷ ಉಪನ್ಯಾಸ ನೀಡುವರು.: [1262, 1341, 1475, 1449]
nagaraj-portrait-photo: [1030, 205, 1187, 396]
poem-lines: [82, 1232, 385, 1523]
masthead-rule-bottom: [75, 88, 1434, 92]
eye-donation-para-3: ಫೌಂಡೇಶನ್ ಮುಖ್ಯಸ್ಥರಾದ ನಾಗದೀಶ್ ಎಸ್.ಎಸ್. ರವರ ಸಹಕಾರದಿಂದ ಬೆಂಗಳೂರಿನ ಲಯನ್ಸ್ ಇಂಟರ್‌ನ್ಯಾಷನಲ್ ಕಣ್ಣಿನ ಆಸ್ಪತ್ರೆಗೆ ಕಳುಹಿಸಿಕೊಟ್ಟರು. ಈ ಕಾರ್ಯದಿಂದ ನಾಲ್ವರು ದೃಷ್ಟಿಹೀನರಿಗೆ ದೃಷ್ಟಿ ಕೊಟ್ಟಂತಾಗಿ ಪಡೆದ ಭಾಗ್ಯವಂತರೂ ಫೌಂಡೇಶನ್ನಿನ ಸದಸ್ಯರುಗಳು ಮೃತರಿಗೆ ಶಾಂತಿ ಸಿಗಲೆಂದು ಹಾಗೂ ಅವರ ಕುಟುಂಬದವರಿಗೆ ದುಃಖ ಸಹಿಸುವಂತಹ ಶಕ್ತಿ ದೇವರು ಕರುಣಿಸಲೆಂದು ಪ್ರಾರ್ಥಿಸಿದ್ದಾರೆ.: [713, 1247, 1004, 1378]
poem-line: ದೇವರು ದಿಂಡಿರುಗಳ ಹೆಸರಲ್ಲಿ: [174, 1351, 293, 1366]
obituary-para-3: ಧಾರ್ಮಿಕ, ಸಾಮಾಜಿಕ ಸೇವೆಯಲ್ಲಿ ನಿರಂತರ ತೊಡಗಿಸಿಕೊಂಡಿದ್ದ ನಾಗರಾಜು ಅವರು ತುರುವೇಕೆರೆ ಟೌನ್ ಸಹಕಾರ ಸಂಘದ ನಿರ್ದೇಶಕರಾಗಿ, ಕಾರ್ಯದರ್ಶಿಯಾಗಿ, ತಾಲ್ಲೂಕು ಬ್ರಾಹ್ಮಣ ಸಮಾಜದ ಕಾರ್ಯದರ್ಶಿಯಾಗಿ, ಸಂಸ್ಕೃತ ಪಾಠಶಾಲೆಯ ಕಾರ್ಯದರ್ಶಿಯಾಗಿ, ಪ್ರಜಾವಾಣಿ, ಡೆಕ್ಕನ್ ಹೆರಾಲ್ಡ್, ಚಿತ್ರದೀಪ, ಮುಂಜಾನೆ, ಟೈಮ್ಸ್ ಆಫ್ ಇಂಡಿಯಾ ಪತ್ರಿಕೆಗಳ ಪ್ರತಿನಿಧಿಯಾಗಿಯೂ ಸೇವೆ ಸಲ್ಲಿಸಿದ್ದರು.: [1034, 407, 1471, 491]
visvesvaraya-headline-1: ನಾಳೆ ಸರ್ ಎಂ. ವಿಶ್ವೇಶ್ವರಯ್ಯ: [1111, 1057, 1397, 1091]
cooperative-column-2: [1262, 724, 1475, 1023]
visvesvaraya-column-1: [1036, 1437, 1257, 1518]
bjp-col3-para-1: ಕೊಟ್ಟಿದ್ದೇನೆ. ಯಾವುದೇ ಅಹಿತಕರ ಘಟನೆ ಆಗದಂತೆ ನೋಡಿಕೊಳ್ಳಲು ಪೊಲೀಸರಿಗೆ ಸೂಚನೆ ಕೊಟ್ಟಿದ್ದೇನೆ. ಹೆಚ್ಚಿನ ಪೊಲೀಸ್ ಭದ್ರತೆ ಹಾಕಲಾಗಿದೆ" ಎಂದರು.: [544, 907, 760, 968]
poem-title: ಸಾಮರಸ್ಯ: [157, 1187, 239, 1218]
cooperative-headline-1: ನಾಳೆ ಶ್ರೀ ಹರ್ತಿ ಪತ್ತಿನ ಸಹಕಾರ ಸಂಘದ: [1085, 623, 1424, 654]
bjp-column-3: [544, 903, 760, 1180]
poem-line: ಬಿಟ್ಟು ಬಿಡುವ ಸಣ್ಣತನದ ಹುಚ್ಚಾಟ: [164, 1448, 302, 1463]
masthead-date: ದಿನಾಂಕ:14-09-2024 ಶನಿವಾರ: [78, 49, 279, 68]
cooperative-headline-2: 30ನೇ ವಾರ್ಷಿಕ ಸರ್ವ ಸದಸ್ಯರ ಮಹಾಸಭೆ: [1071, 672, 1438, 703]
rti-col1-para-2: ತುಮಕೂರಿನ ಸಾಮಾಜಿಕ ಕಾರ್ಯಕರ್ತ ಆರ್.ವಿಶ್ವನಾಥನ್ ಅವರು ಸಲ್ಲಿಸಿದ್ದ ಆರ್.ಟಿ.ಐ. ಅರ್ಜಿಗೆ ಈ ಮಾಹಿತಿ ಲಭ್ಯವಾಗಿದೆ. ಮೊದಲ 2 ಕಿ.ಮೀ.ಗೆ ಕನಿಷ್ಟ ದರ (ಮೂರು ಪ್ರಯಾಣಿಕರಿಗೆ) ರೂ. 25 ಆಗುತ್ತದೆ. ನಂತರದ ಪ್ರತಿ ಕಿ.ಮೀ.ಗೆ ದರ ರೂ. 13 ಆಗುತ್ತದೆ. ಕಾಯುವ ದರ (ವೇಟಿಂಗ್ ಚಾರ್ಜ್) ಮೊದಲ 5 ನಿಮಿಷ ಉಚಿತವಿದ್ದು, ನಂತರದ 15 ನಿಮಿಷಗಳಿಗೆ ದರ ರೂ. 5 ಆಗುತ್ತದೆ. ಇದೇ ರೀತಿ ಪ್ರಯಾಣಿಕರು ಒಯ್ಯುವ 20 ಕೆ.ಜಿ. ಲಗೇಜ್ ಉಚಿತವಿದ್ದು, ಗರಿಷ್ಟ 50 ಕೆ.ಜಿ. ಲಗೇಜ್ ಹಾಕಬಹುದಾಗಿದೆ. ರಾತ್ರಿ ವೇಳೆ ಆಟೋ ಪ್ರಯಾಣಕ್ಕೆ ಮೆಟ್ಟುವರಿ ದರ ನಿಗದಿಪಡಿಸಿದ್ದು, ರಾತ್ರಿ 10 ಗಂಟೆಯಿಂದ ಬೆಳಗಿನ: [97, 413, 314, 706]
rti-headline-2: ತುಮಕೂರು ನಗರ: ಆಟೋ ಕನಿಷ್ಟ ದರ ರೂ. 25 ಮಾತ್ರ: [246, 164, 844, 202]
poem-line: ಬದುಕ ಪಾಠ: [208, 1506, 258, 1521]
cooperative-col2-para-1: ಹಮ್ಮಿಕೊಳ್ಳಲಾಗಿದೆ.ಮುಖ್ಯ ಅತಿಥಿಗಳಾಗಿ ಕರ್ನಾಟಕ ಲೋಕಸೇವಾ ಆಯೋಗದ ಸದಸ್ಯರಾದ ಡಾ.ಆರ್.ಕಾವಲಮ್ಮ ನವರು ಭಾಗವಹಿಸಲಿದ್ದಾರೆ.: [1262, 728, 1475, 789]
bjp-headline-1: ಬಿಜೆಪಿ ಸತ್ಯಶೋಧನಾ ಸಮಿತಿ ವರದಿಯಲ್ಲಿ ಸತ್ಯ ಇದ್ದರೆ: [232, 768, 862, 812]
poem-line: ಜಾತಿ, ಜಾತಿಗಳ ನಡುವೇಕೆ ಕಿಚ್ಚಿನ: [168, 1370, 299, 1385]
rti-subhead-2: 8,962 ಆಟೋಗಳು, 15 ಕಿ.ಮೀ. ವ್ಯಾಪ್ತಿ: [544, 343, 746, 359]
democracy-col3-para-1: ಮಾಹಿತಿಯ ಪ್ರಕಾರ 12 ನೆಯ ಶತಮಾನದಲ್ಲಿ ಬಸವಣ್ಣನವರು ಪ್ರಾರಂಭಿಸಿದ ಅನುಭವ ಮಂಟಪ ಪ್ರಜಾಪ್ರಭುತ್ವದ ಮಾದರಿಯಲ್ಲಿಯೇ ಕಾರ್ಯನಿರ್ವಹಿಸುತ್ತಿತ್ತು ಎಂದು ಹೇಳಲಾಗುತ್ತದೆ. ಅದು ಅನುಭವ ಮಂಟಪಕ್ಕೆ ಮಾತ್ರ ಸೀಮಿತವಾಗಿತ್ತು. ಬಿಜ್ಜಳನ ಆಡಳಿತ ರಾಜ ಪ್ರಭುತ್ವವನ್ನು ಹೊಂದಿತ್ತು. ಸ್ವಾತಂತ್ರ್ಯಾನಂತರ ಭಾರತವನ್ನು ಸಂಪೂರ್ಣ ಪ್ರಜಾಪ್ರಭುತ್ವ ರಾಷ್ಟ್ರವನ್ನಾಗಿ ಘೋಷಿಸಲಾಯಿತು. 1947 ಆಗಸ್ಟ್ 15 ರ ನಂತರ ಭಾರತ ಸ್ವಾತಂತ್ರ್ಯ ಪಡೆದು ನಿಜವಾದ ಸಂವಿಧಾನಾತ್ಮಕ ಸಂಸದೀಯ ಪ್ರಜಾಪ್ರಭುತ್ವ ಜಾರಿಯಾಗಿದ್ದು ಜನವರಿ 26 1950.: [554, 1953, 782, 2199]
bjp-column-2: [314, 1083, 530, 1180]
democracy-col1-para-4: ಎಷ್ಟೆಲ್ಲಾ ಕಷ್ಟ ನೋವು, ಯುದ್ಧ, ಹತ್ಯಾಕಾಂಡ, ರಕ್ತಪಾತಗಳ ನಂತರ ಬಂದಿರುವ ವ್ಯವಸ್ಥೆ ಪ್ರಜಾಪ್ರಭುತ್ವ. ಪ್ರಜೆಗಳಿಗೆ ಅತ್ಯಂತ ಹೆಚ್ಚು ಹಕ್ಕುಗಳನ್ನು ನೀಡಿರುವ ವ್ಯವಸ್ಥೆ ಇದು.: [75, 1943, 306, 2027]
poem-line: ಹೋಗುವ ಬದುಕ ಬಂಡಿಯಲ್ಲಿ ಮೂಡಲಿ: [153, 1409, 314, 1424]
eye-donation-column-1: [409, 1243, 700, 1549]
rti-column-2: [329, 392, 530, 717]
democracy-col2-para-1: ಪ್ರಜೆಗಳೇ ನಡೆಸುವ ಆಡಳಿತ ಪ್ರಜಾಪ್ರಭುತ್ವ, ಅದಕ್ಕೆ ಸಂವಿಧಾನವೆಂಬ ನೀತಿ ನಿಯಮಗಳ ಪುಸ್ತಕ ಮಾರ್ಗದರ್ಶನ ಮಾಡುತ್ತದೆ. ಅನಾಗರಿಕ ವ್ಯವಸ್ಥೆಯಿಂದ ಬಲಿಷ್ಠನೊಬ್ಬನ ನಾಯಕತ್ವ, ಪ್ರದೇಶದ ಒಡೆತನ, ಸಮುದಾಯಗಳ ಮುಖಂಡತ್ವ, ಧಾರ್ಮಿಕ ನಾಯಕತ್ವ, ರಾಜ ಪ್ರಭುತ್ವ, ಸರ್ವಾಧಿಕಾರ, ಸೈನಿಕ ಆಡಳಿತ, ಕಮ್ಯುನಿಸ್ಟ್ – ಸೋಷಿಯಲಿಸ್ಟ್ ಅಧಿಕಾರ, ಪ್ರಜಾಪ್ರಭುತ್ವ ಹೀಗೆ ಅನೇಕ ಪ್ರಯೋಗಗಳು ನಡೆದಿವೆ. ಇದರಲ್ಲಿ ಪ್ರಜಾಪ್ರಭುತ್ವವೇ ಶ್ರೇಷ್ಠ ಎಂಬುದು ಬಹುತೇಕ ಒಪ್ಪಿತ ಅಭಿಪ್ರಾಯ.: [315, 1665, 543, 1865]
poem-line: ಸಾಮರಸ್ಯದ ಜೀವನದತ್ತ ಸಾಗುವ: [169, 1467, 298, 1482]
poem-tag: ಕವನ: [76, 1184, 151, 1229]
bjp-col1-para-1: ಬೆಂಗಳೂರು: "ನಾಗಮಂಗಲ ಘರ್ಷಣೆ ಸಂಬಂಧ ಬಿಜೆಪಿ ಸತ್ಯಶೋಧನಾ ಸಮಿತಿ ವರದಿಯಲ್ಲಿ ಸತ್ಯ ಇದ್ದರೆ ಗಮನಿಸುತ್ತೇವೆ" ಎಂದು ಗೃಹ ಸಚಿವ ಜಿ.ಪರಮೇಶ್ವರ್ ತಿಳಿಸಿದರು.: [97, 907, 306, 992]
rti-col3-para-3: "ಇದೇ ಅರ್ಜಿಯಲ್ಲಿ "ಕರ್ತವ್ಯನಿರತ ಆಟೋ ಚಾಲಕರಿಗೆ ನಿಗದಿ ಪಡಿಸಿರುವ ಸಮವಸ್ತ್ರದ ವಿವರ"ವನ್ನು ಕೇಳಲಾಗಿತ್ತು. ಇದಕ್ಕೆ "ಆಟೋ ಚಾಲಕರಿಗೆ ಖಾಕಿ ಸಮವಸ್ತ್ರವನ್ನು ನಿಗದಿ ಪಡಿಸಲಾಗಿರುತ್ತದೆ" ಎಂದು ಅಸ್ಪಷ್ಟ ಉತ್ತರವನ್ನು ಆರ್.ಟಿ.ಒ. ನೀಡಿದ್ದಾರೆ ಎಂದು ವಿಶ್ವನಾಥನ್ ದೂರಿದ್ದಾರೆ. "ಸಮವಸ್ತ್ರ ಎಂದರೆ ಏನು? ಖಾಕಿ ಅಂಗಿ: [544, 552, 760, 706]
rti-column-4: [771, 224, 995, 717]
obituary-para-5: ನಾಗರಾಜು ಅವರ ನಿಧನಕ್ಕೆ ತಾಲ್ಲೂಕು ಬ್ರಾಹ್ಮಣ ಸಭಾ, ಟೌನ್ ಸಹಕಾರ ಸಂಘ, ಪಟ್ಟಣ ಪಂಚಾಯ್ತಿ ತೀವ್ರ ಸಂತಾಪ ವ್ಯಕ್ತಪಡಿಸಿದೆ.: [1034, 546, 1471, 584]
poem-line: ಕೀಳು ತೊಲಗಿ ಮೂಡಬಾರದೇ: [173, 1312, 293, 1327]
democracy-author: ವಿವೇಕಾನಂದ. ಎಚ್. ಕೆ,: [1354, 2244, 1467, 2260]
